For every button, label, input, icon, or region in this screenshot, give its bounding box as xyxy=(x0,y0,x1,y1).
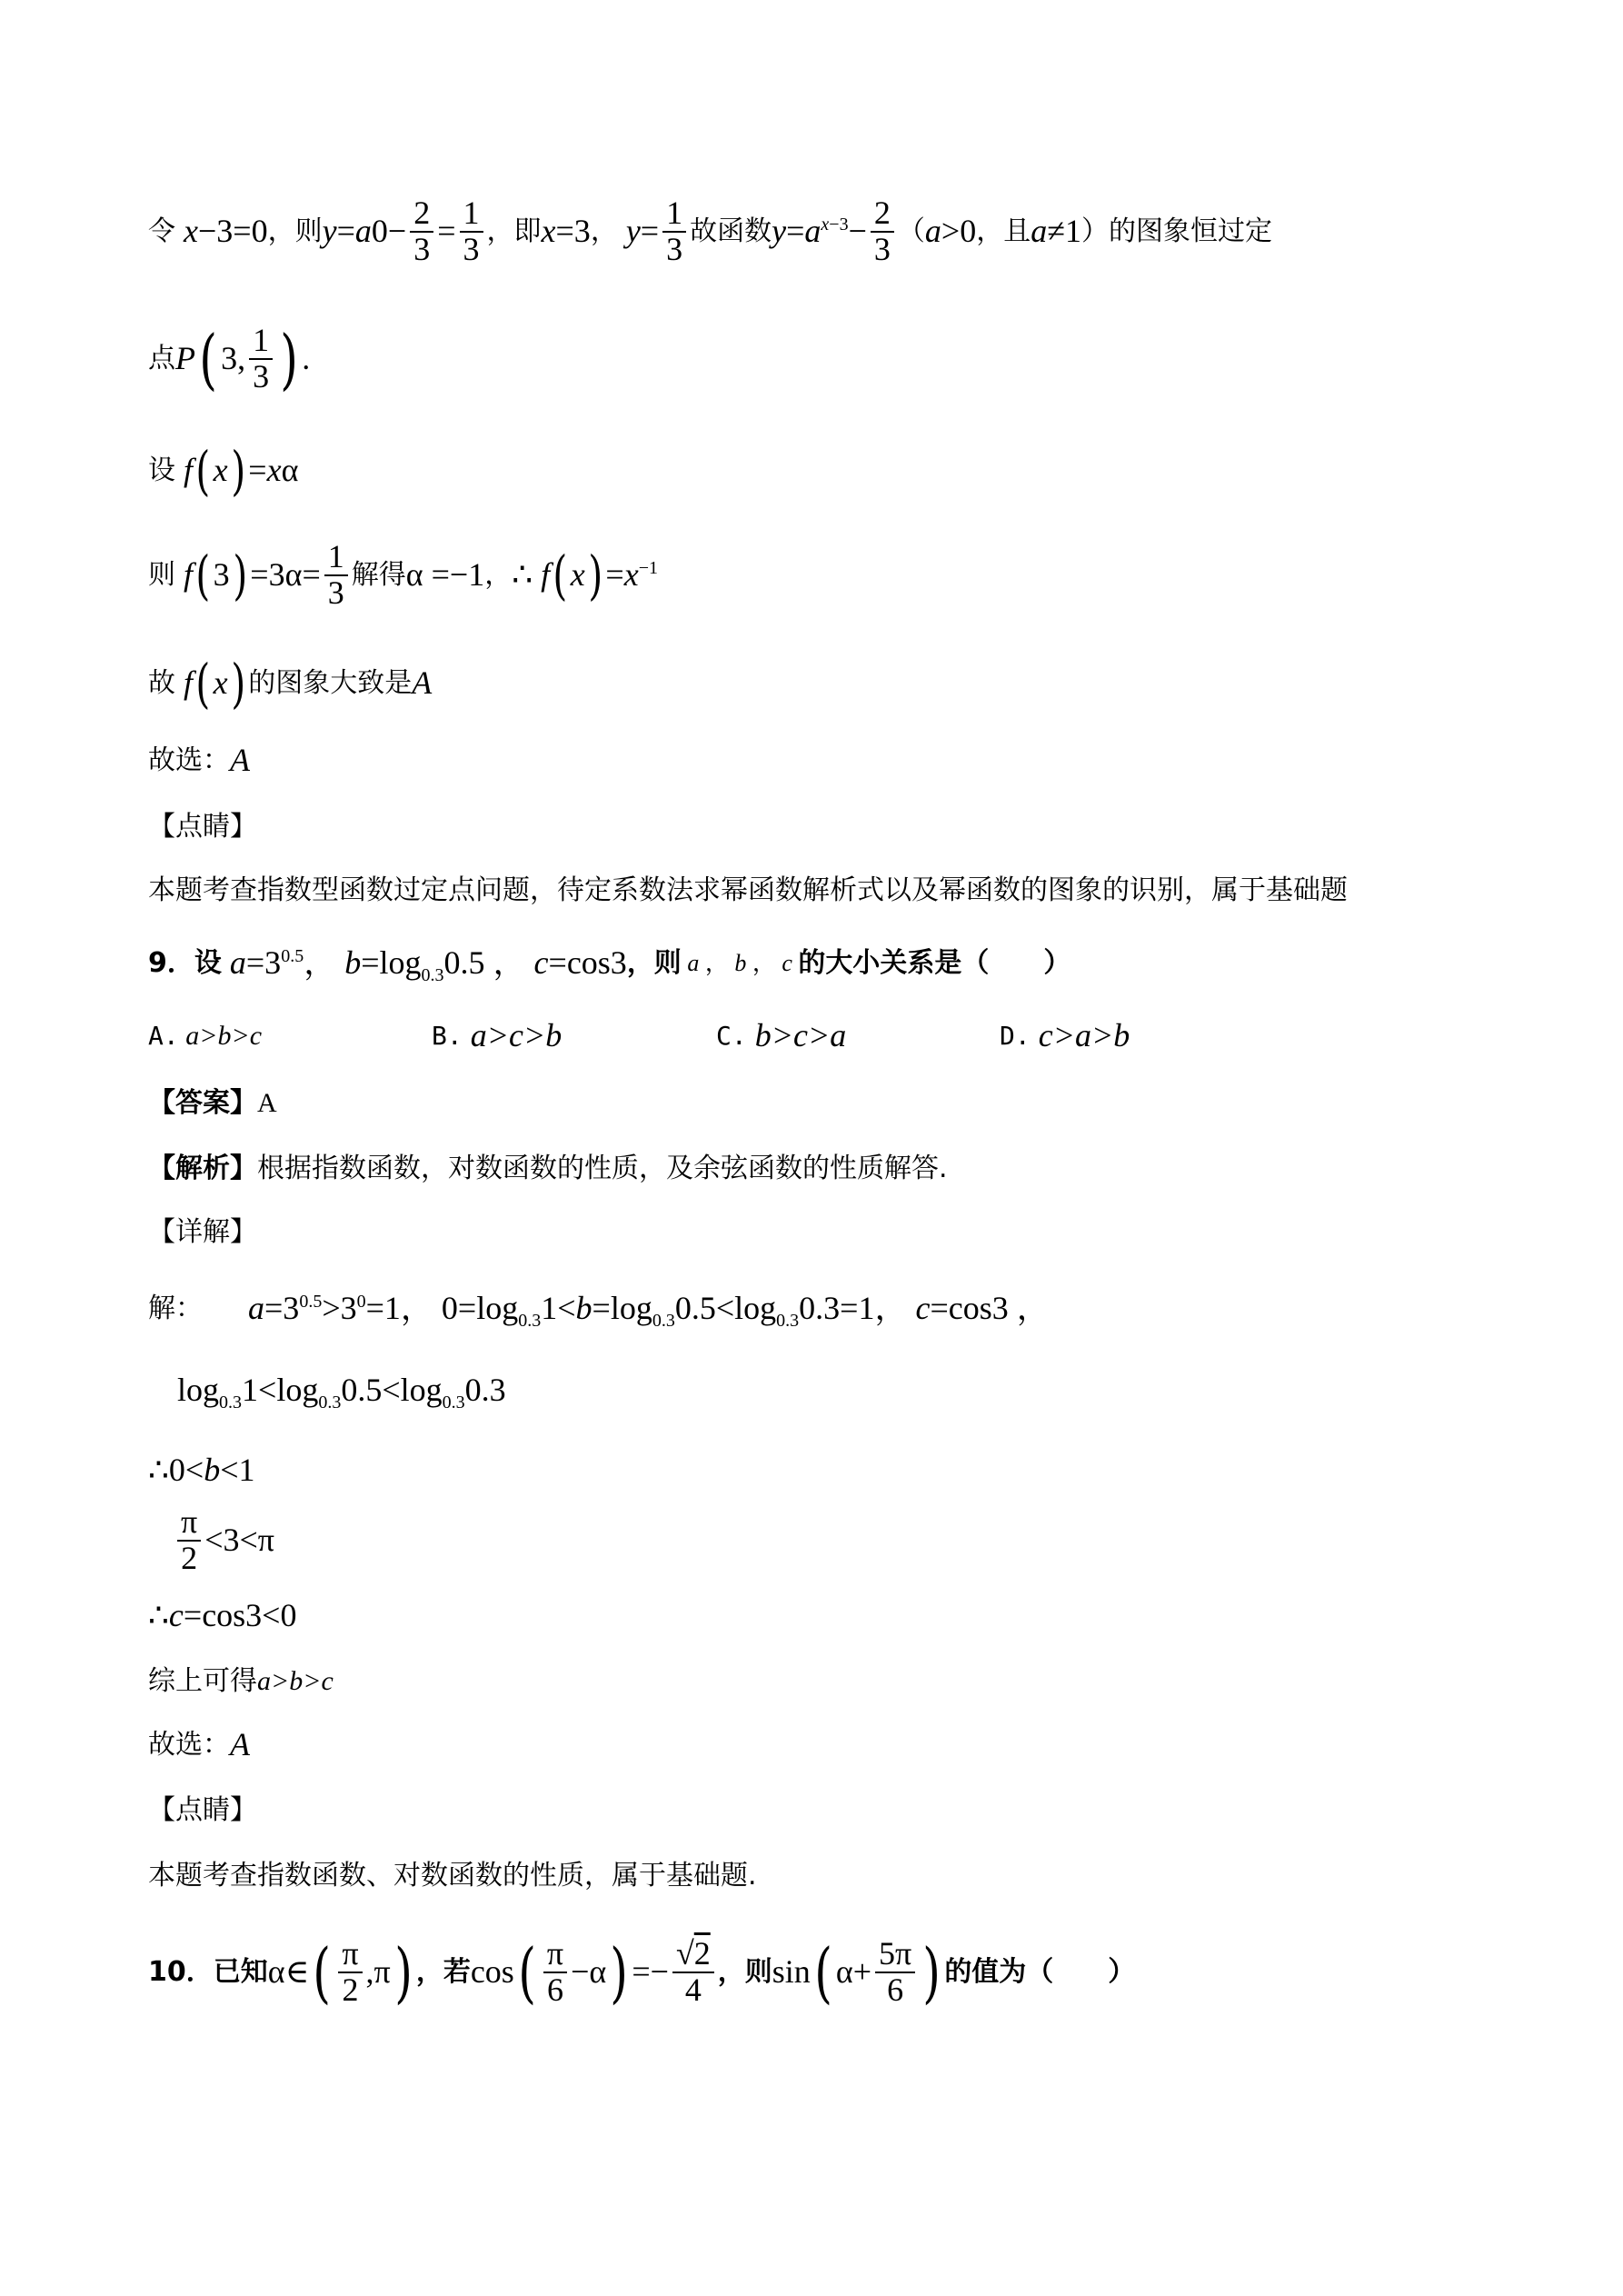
math: $a=3^{0.5}>3^0=1$， $0=\log_{0.3}1<b=\log_{0.3}0.5<\log_{0.3}0.3=1$， c=cos3 ， xyxy=(248,1290,1050,1332)
paren: ) xyxy=(393,1934,413,2011)
paren: ) xyxy=(588,544,603,606)
detail-line-5 xyxy=(148,1591,1505,1642)
math: =3α= xyxy=(250,556,321,594)
fraction: $\frac{\pi}{6}$ xyxy=(543,1937,567,2008)
fraction: $\frac{√2}{4}$ xyxy=(672,1937,714,2008)
math: x=3 xyxy=(541,213,591,250)
text: 令 xyxy=(148,215,175,247)
analysis-label: 【解析】 xyxy=(148,1153,257,1184)
fraction: $\frac{2}{3}$ xyxy=(871,196,894,267)
option-label: D. xyxy=(1000,1021,1031,1052)
option-d[interactable] xyxy=(1000,1016,1130,1055)
paren: ( xyxy=(813,1934,832,2011)
fraction: $\frac{2}{3}$ xyxy=(410,196,433,267)
question-9 xyxy=(148,936,1505,991)
question-number: 9．设 xyxy=(148,947,222,979)
text: 则 xyxy=(148,559,175,591)
text: ）的图象恒过定 xyxy=(1080,215,1272,247)
math: =− xyxy=(632,1953,669,1991)
text: ，则 xyxy=(626,947,682,979)
answer-value: A xyxy=(257,1088,277,1118)
text: 点 xyxy=(148,343,175,374)
question-10 xyxy=(148,1927,1505,2018)
math: a>0 xyxy=(924,213,977,250)
paren: ( xyxy=(195,653,211,714)
paren: ( xyxy=(199,321,217,397)
math: c>a>b xyxy=(1030,1017,1130,1054)
paren: ( xyxy=(313,1934,332,2011)
text: 综上可得 xyxy=(148,1665,257,1697)
math: =xα xyxy=(248,452,299,489)
text: 故选： xyxy=(148,744,230,776)
detail-line-4 xyxy=(148,1500,1505,1582)
text: 解得 xyxy=(351,559,406,591)
answer-line xyxy=(148,1083,1505,1123)
math: α∈ xyxy=(267,1953,310,1991)
text: 本题考查指数函数、对数函数的性质，属于基础题. xyxy=(148,1860,757,1892)
paren: ) xyxy=(233,544,247,606)
math: 3 xyxy=(213,556,230,594)
math: ∴c=cos3<0 xyxy=(148,1597,297,1634)
math: <3<π xyxy=(204,1522,274,1559)
math: $\log_{0.3}1<\log_{0.3}0.5<\log_{0.3}0.3$ xyxy=(177,1372,506,1413)
solution-line-1 xyxy=(148,191,1505,273)
text: 的大小关系是（ ） xyxy=(798,947,1071,979)
solution-line-2 xyxy=(148,318,1505,400)
option-label: A. xyxy=(148,1021,179,1052)
fraction: $\frac{1}{3}$ xyxy=(662,196,686,267)
math: $a=3^{0.5}$， $b=\log_{0.3}0.5$ ， c=cos3 xyxy=(229,944,627,986)
note-heading-2 xyxy=(148,1791,1505,1831)
text: ， xyxy=(590,215,618,247)
option-label: B. xyxy=(432,1021,463,1052)
math: A xyxy=(230,742,250,779)
paren: ) xyxy=(610,1934,629,2011)
fraction: $\frac{\pi}{2}$ xyxy=(177,1505,201,1576)
math: a ， b ， c xyxy=(687,950,792,977)
math: a>b>c xyxy=(257,1666,334,1696)
math: y= xyxy=(625,213,660,250)
paren: ) xyxy=(231,653,245,714)
solution-line-3 xyxy=(148,440,1505,502)
note-heading xyxy=(148,807,1505,847)
question-number: 10．已知 xyxy=(148,1956,268,1988)
math: . xyxy=(302,340,311,377)
paren: ) xyxy=(231,440,245,502)
math: = xyxy=(437,213,456,250)
math: ∴ f xyxy=(512,556,551,594)
fraction: $\frac{1}{3}$ xyxy=(460,196,483,267)
fraction: $\frac{\pi}{2}$ xyxy=(338,1937,362,2008)
math: α =−1 xyxy=(405,556,485,594)
text: 故选： xyxy=(148,1729,230,1761)
text: ， xyxy=(484,559,513,591)
text: 【点睛】 xyxy=(148,811,257,843)
paren: ( xyxy=(553,544,568,606)
math: a>b>c xyxy=(178,1021,263,1051)
math: x xyxy=(213,664,228,702)
math: ∴0<b<1 xyxy=(148,1452,255,1489)
detail-line-2 xyxy=(148,1363,1505,1418)
math: a>c>b xyxy=(462,1017,563,1054)
math: 3, xyxy=(221,340,246,377)
detail-summary xyxy=(148,1662,1505,1702)
math: $=x^{-1}$ xyxy=(605,556,658,594)
text: 解： xyxy=(148,1293,203,1324)
paren: ( xyxy=(518,1934,536,2011)
text: 【详解】 xyxy=(148,1216,257,1248)
solution-line-4 xyxy=(148,534,1505,616)
note-text xyxy=(148,871,1505,911)
analysis-line xyxy=(148,1149,1505,1189)
math: x xyxy=(175,213,198,250)
detail-line-1 xyxy=(148,1282,1505,1336)
math: α+ xyxy=(835,1953,872,1991)
math: b>c>a xyxy=(746,1017,847,1054)
answer-label: 【答案】 xyxy=(148,1087,257,1119)
fraction: $\frac{5\pi}{6}$ xyxy=(875,1937,915,2008)
math: A xyxy=(412,664,433,702)
math: A xyxy=(230,1726,250,1763)
fraction: $\frac{1}{3}$ xyxy=(324,540,348,611)
math: f xyxy=(184,664,194,702)
option-b[interactable] xyxy=(432,1016,562,1055)
math: x xyxy=(213,452,228,489)
text: 【点睛】 xyxy=(148,1794,257,1826)
text: 故 xyxy=(148,667,175,699)
text: （ xyxy=(897,215,925,247)
option-a[interactable] xyxy=(148,1020,262,1053)
text: 故函数 xyxy=(690,215,772,247)
solution-line-5 xyxy=(148,653,1505,714)
detail-heading xyxy=(148,1213,1505,1253)
math: sin xyxy=(772,1953,811,1991)
paren: ( xyxy=(195,440,211,502)
analysis-text: 根据指数函数，对数函数的性质，及余弦函数的性质解答. xyxy=(257,1153,948,1184)
paren: ( xyxy=(195,544,211,606)
text: ，若 xyxy=(415,1956,471,1988)
option-label: C. xyxy=(716,1021,747,1052)
math: $y=a^{x-3}-$ xyxy=(772,213,867,250)
text: ，且 xyxy=(976,215,1031,247)
math: f xyxy=(184,452,194,489)
text: 的值为（ ） xyxy=(944,1956,1136,1988)
paren: ) xyxy=(922,1934,941,2011)
math: x xyxy=(570,556,585,594)
math: cos xyxy=(470,1953,514,1991)
math: y=a0− xyxy=(322,213,407,250)
solution-line-6 xyxy=(148,741,1505,781)
paren: ) xyxy=(280,321,298,397)
option-c[interactable] xyxy=(716,1016,846,1055)
math: −α xyxy=(571,1953,607,1991)
text: 本题考查指数型函数过定点问题，待定系数法求幂函数解析式以及幂函数的图象的识别，属于基础题 xyxy=(148,874,1348,906)
math: a≠1 xyxy=(1031,213,1081,250)
note-text-2 xyxy=(148,1856,1505,1896)
question-9-options xyxy=(148,1013,1505,1059)
detail-choose xyxy=(148,1725,1505,1765)
math: f xyxy=(184,556,194,594)
fraction: $\frac{1}{3}$ xyxy=(249,324,273,394)
text: ，则 xyxy=(267,215,323,247)
detail-line-3 xyxy=(148,1445,1505,1496)
text: 设 xyxy=(148,454,175,486)
text: ，即 xyxy=(486,215,542,247)
text: 的图象大致是 xyxy=(248,667,413,699)
math: −3=0 xyxy=(197,213,268,250)
text: ，则 xyxy=(717,1956,772,1988)
math: ,π xyxy=(365,1953,391,1991)
math: P xyxy=(175,340,195,377)
